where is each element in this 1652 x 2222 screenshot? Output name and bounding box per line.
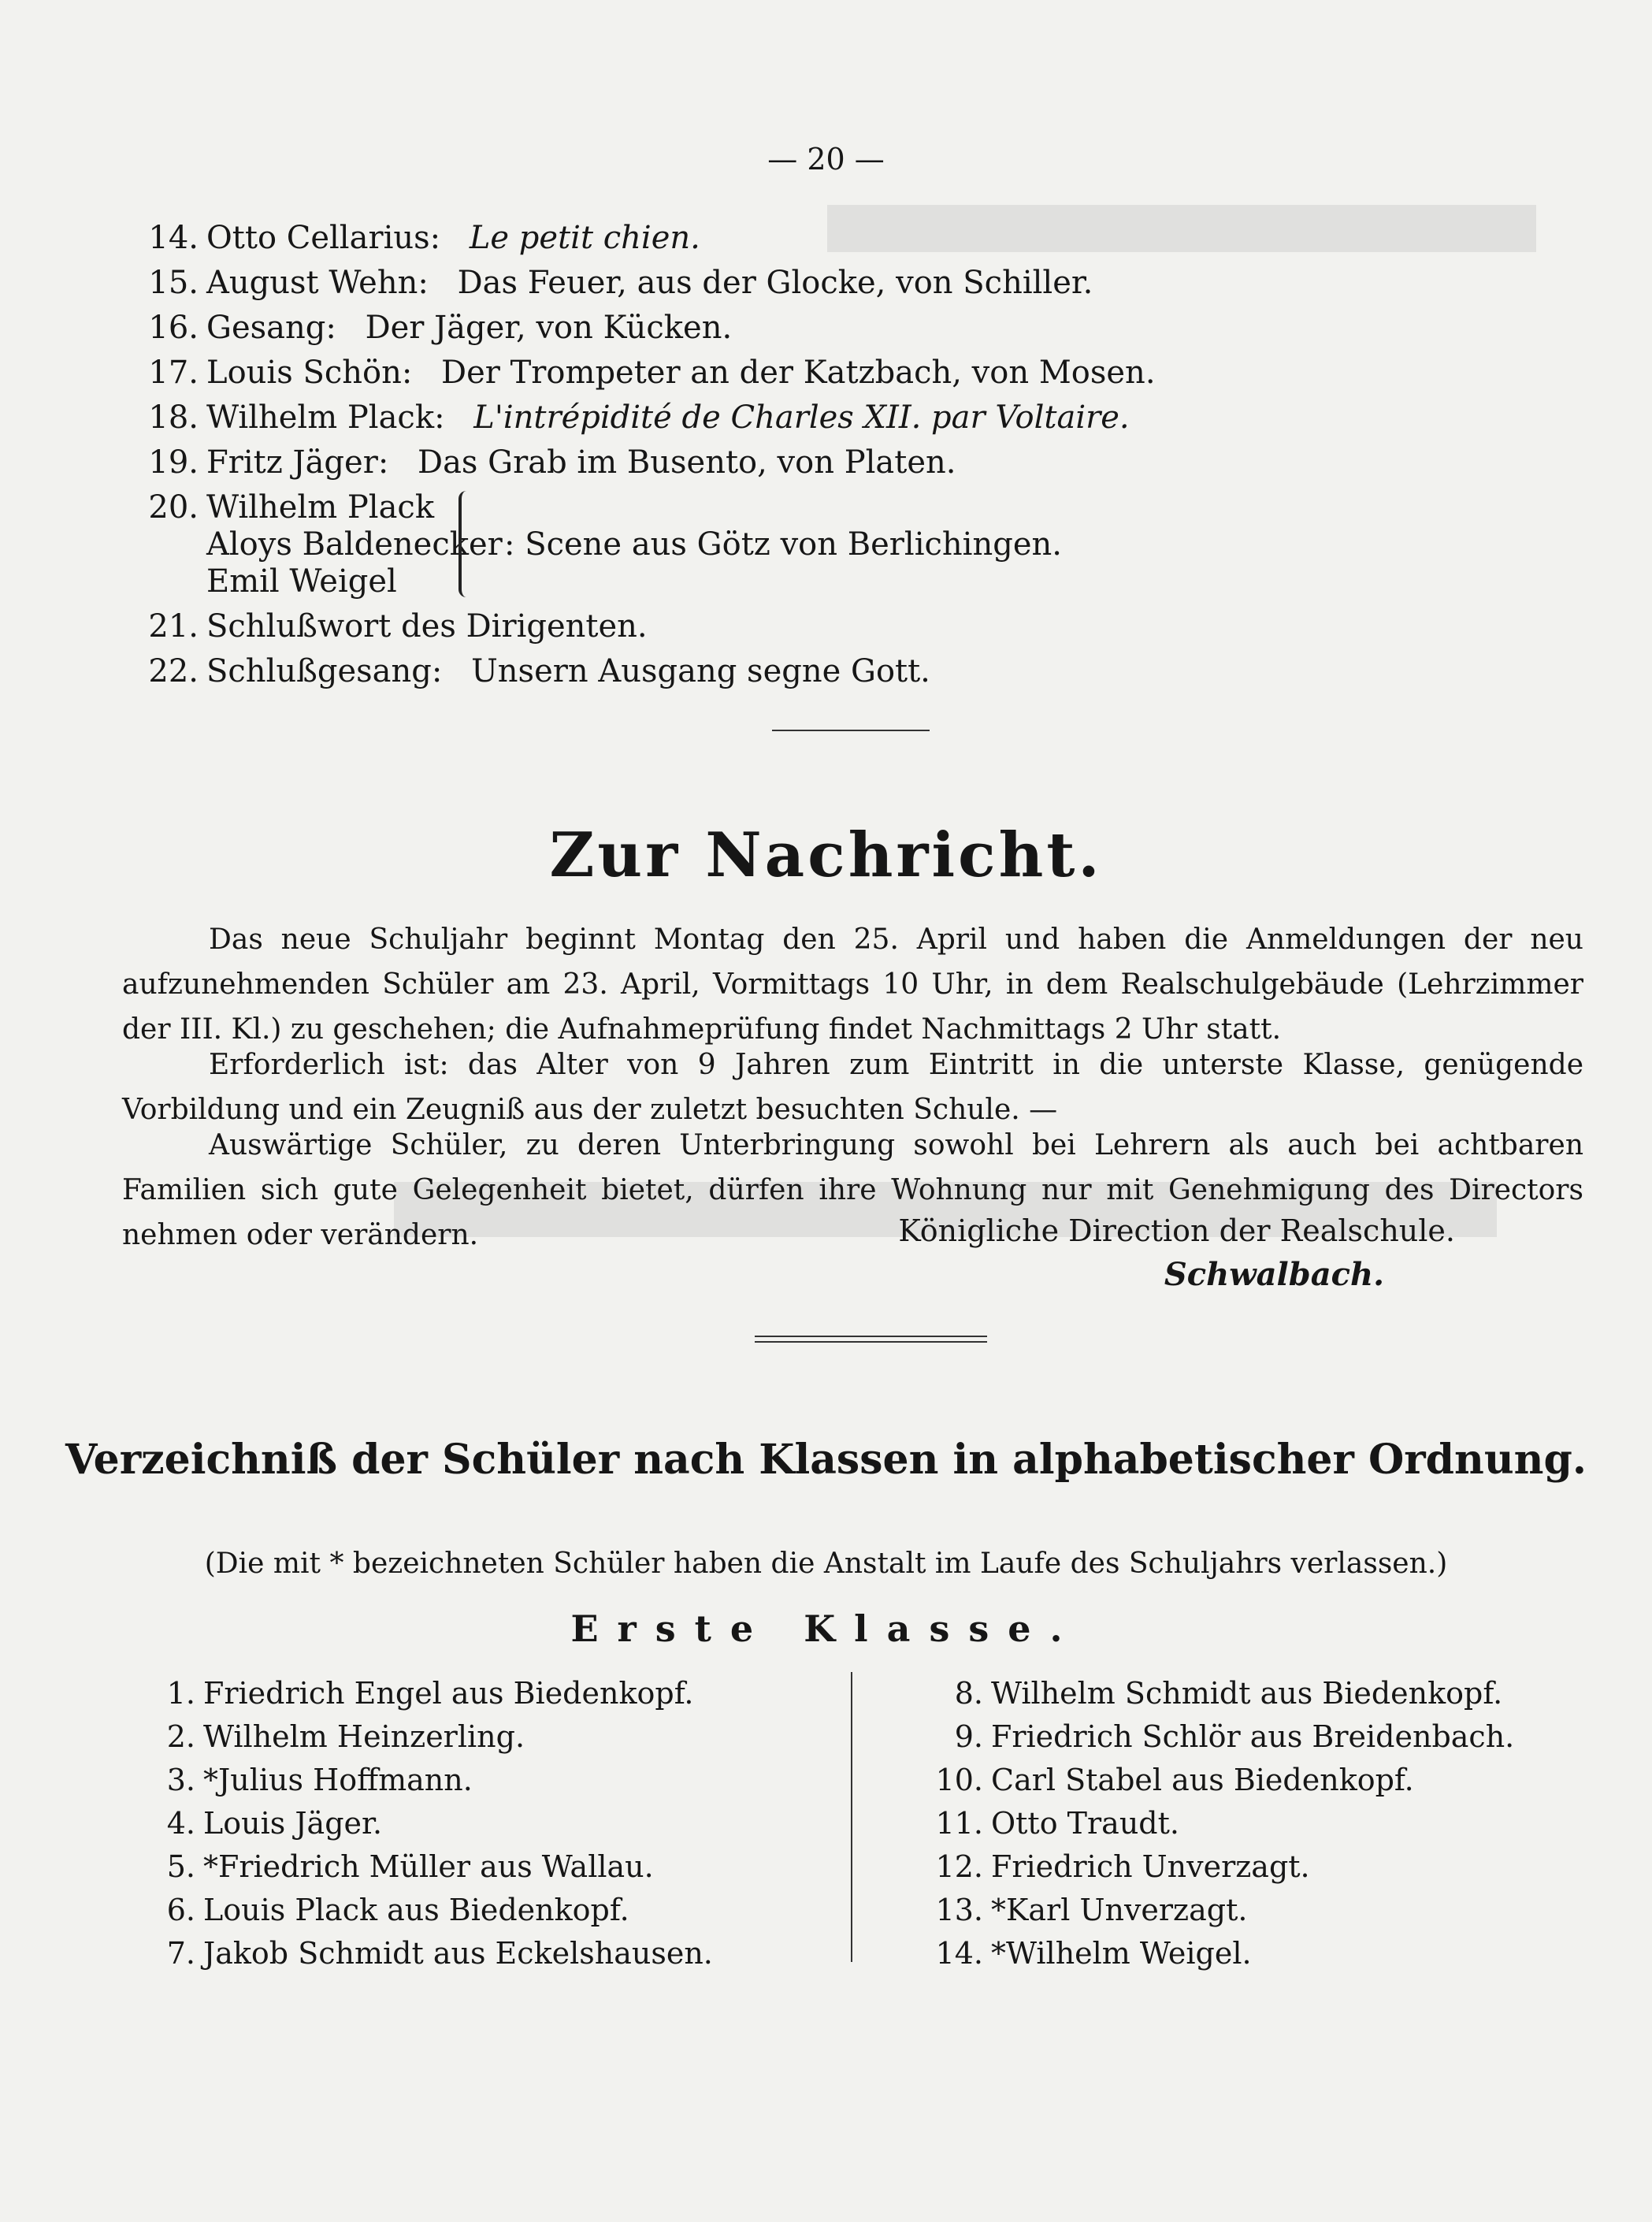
notice-text: Erforderlich ist: das Alter von 9 Jahren zum Eintritt in die unterste Klasse, genügende Vorbildung und ein Zeugniß aus der zuletzt besuchten Schule. — xyxy=(122,1049,1583,1126)
student-number: 14. xyxy=(935,1936,983,1971)
bleed-through-shadow xyxy=(827,205,1536,252)
program-item xyxy=(134,394,1130,441)
program-item-title: Der Trompeter an der Katzbach, von Mosen. xyxy=(441,355,1156,391)
student-number: 8. xyxy=(954,1676,983,1711)
student-name: Friedrich Unverzagt. xyxy=(991,1849,1310,1884)
student-name: Friedrich Engel aus Biedenkopf. xyxy=(203,1676,694,1711)
student-name: Carl Stabel aus Biedenkopf. xyxy=(991,1763,1414,1797)
column-divider xyxy=(851,1672,852,1962)
program-item-title: Das Feuer, aus der Glocke, von Schiller. xyxy=(457,265,1093,301)
notice-paragraph-2 xyxy=(122,1042,1583,1132)
performer-name: Emil Weigel xyxy=(206,563,397,600)
student-number: 2. xyxy=(166,1719,195,1754)
program-item-name: Fritz Jäger: xyxy=(206,444,389,481)
student-entry xyxy=(922,1889,1514,1932)
student-name: Wilhelm Heinzerling. xyxy=(203,1719,525,1754)
notice-paragraph-1 xyxy=(122,917,1583,1052)
student-name: *Karl Unverzagt. xyxy=(991,1893,1248,1927)
program-item xyxy=(134,349,1156,396)
student-entry xyxy=(922,1759,1514,1802)
student-entry xyxy=(922,1672,1514,1715)
program-item-name: Schlußwort des Dirigenten. xyxy=(206,608,648,645)
performer-name: Aloys Baldenecker xyxy=(206,526,503,563)
student-number: 7. xyxy=(166,1936,195,1971)
program-item-number: 20. xyxy=(148,489,199,526)
student-name: *Wilhelm Weigel. xyxy=(991,1936,1252,1971)
student-number: 9. xyxy=(954,1719,983,1754)
program-item-name: Schlußgesang: xyxy=(206,653,443,689)
program-item-title: Das Grab im Busento, von Platen. xyxy=(418,444,956,481)
student-number: 10. xyxy=(935,1763,983,1797)
student-entry xyxy=(922,1802,1514,1845)
program-item-number: 14. xyxy=(148,220,199,256)
program-item-name: August Wehn: xyxy=(206,265,429,301)
signature-name: Schwalbach. xyxy=(1164,1256,1384,1293)
notice-text: Das neue Schuljahr beginnt Montag den 25. April und haben die Anmeldungen der neu aufzunehmenden Schüler am 23. April, Vormittags 10 Uhr, in dem Realschulgebäude (Lehrzimmer der III. Kl.) zu geschehen; die Aufnahmeprüfung findet Nachmittags 2 Uhr statt. xyxy=(122,923,1583,1046)
student-entry xyxy=(134,1889,713,1932)
student-entry xyxy=(134,1715,713,1759)
class-title: Erste Klasse. xyxy=(570,1607,1082,1650)
student-number: 4. xyxy=(166,1806,195,1841)
student-number: 12. xyxy=(935,1849,983,1884)
program-item-name: Gesang: xyxy=(206,310,336,346)
register-title: Verzeichniß der Schüler nach Klassen in alphabetischer Ordnung. xyxy=(65,1436,1587,1484)
student-name: Jakob Schmidt aus Eckelshausen. xyxy=(203,1936,713,1971)
notice-heading: Zur Nachricht. xyxy=(549,819,1103,891)
student-number: 3. xyxy=(166,1763,195,1797)
program-item-title: L'intrépidité de Charles XII. par Voltaire. xyxy=(473,399,1130,436)
student-number: 5. xyxy=(166,1849,195,1884)
program-item-number: 17. xyxy=(148,355,199,391)
program-item-name: Otto Cellarius: xyxy=(206,220,441,256)
student-name: Wilhelm Schmidt aus Biedenkopf. xyxy=(991,1676,1503,1711)
program-item-name: Louis Schön: xyxy=(206,355,413,391)
student-name: Friedrich Schlör aus Breidenbach. xyxy=(991,1719,1515,1754)
student-entry xyxy=(134,1932,713,1975)
program-item-title: Unsern Ausgang segne Gott. xyxy=(471,653,930,689)
student-entry xyxy=(134,1759,713,1802)
program-item-number: 16. xyxy=(148,310,199,346)
program-item xyxy=(134,603,648,650)
signature-office: Königliche Direction der Realschule. xyxy=(898,1213,1455,1248)
double-rule-divider xyxy=(755,1336,987,1343)
program-item-name: Wilhelm Plack: xyxy=(206,399,445,436)
program-item-number: 22. xyxy=(148,653,199,689)
program-item xyxy=(134,214,700,262)
program-item-20-name-3 xyxy=(206,558,397,605)
student-entry xyxy=(922,1715,1514,1759)
student-number: 13. xyxy=(935,1893,983,1927)
student-list-right xyxy=(922,1672,1514,1975)
student-name: Louis Jäger. xyxy=(203,1806,383,1841)
student-name: *Julius Hoffmann. xyxy=(203,1763,473,1797)
page-number: — 20 — xyxy=(767,142,885,176)
program-item-title: Der Jäger, von Kücken. xyxy=(365,310,733,346)
program-item xyxy=(134,259,1093,307)
program-item-20-title: : Scene aus Götz von Berlichingen. xyxy=(504,526,1062,563)
notice-text: Auswärtige Schüler, zu deren Unterbringung sowohl bei Lehrern als auch bei achtbaren Familien sich gute Gelegenheit bietet, dürfen ihre Wohnung nur mit Genehmigung des Directors nehmen oder verändern. xyxy=(122,1129,1583,1251)
grouping-brace xyxy=(458,491,473,597)
program-item xyxy=(134,304,732,351)
student-entry xyxy=(134,1802,713,1845)
student-entry xyxy=(922,1845,1514,1889)
program-item xyxy=(134,648,930,695)
performer-name: Wilhelm Plack xyxy=(206,489,435,526)
student-entry xyxy=(134,1845,713,1889)
program-item-number: 15. xyxy=(148,265,199,301)
register-note: (Die mit * bezeichneten Schüler haben die Anstalt im Laufe des Schuljahrs verlassen.) xyxy=(204,1548,1448,1580)
section-divider xyxy=(772,730,930,731)
student-name: Otto Traudt. xyxy=(991,1806,1179,1841)
student-name: Louis Plack aus Biedenkopf. xyxy=(203,1893,629,1927)
student-number: 1. xyxy=(166,1676,195,1711)
student-number: 6. xyxy=(166,1893,195,1927)
program-item-title: Le petit chien. xyxy=(469,220,700,256)
student-number: 11. xyxy=(935,1806,983,1841)
program-item xyxy=(134,439,956,486)
student-entry xyxy=(134,1672,713,1715)
student-entry xyxy=(922,1932,1514,1975)
program-item-number: 19. xyxy=(148,444,199,481)
student-name: *Friedrich Müller aus Wallau. xyxy=(203,1849,654,1884)
program-item-number: 18. xyxy=(148,399,199,436)
student-list-left xyxy=(134,1672,713,1975)
program-item-number: 21. xyxy=(148,608,199,645)
